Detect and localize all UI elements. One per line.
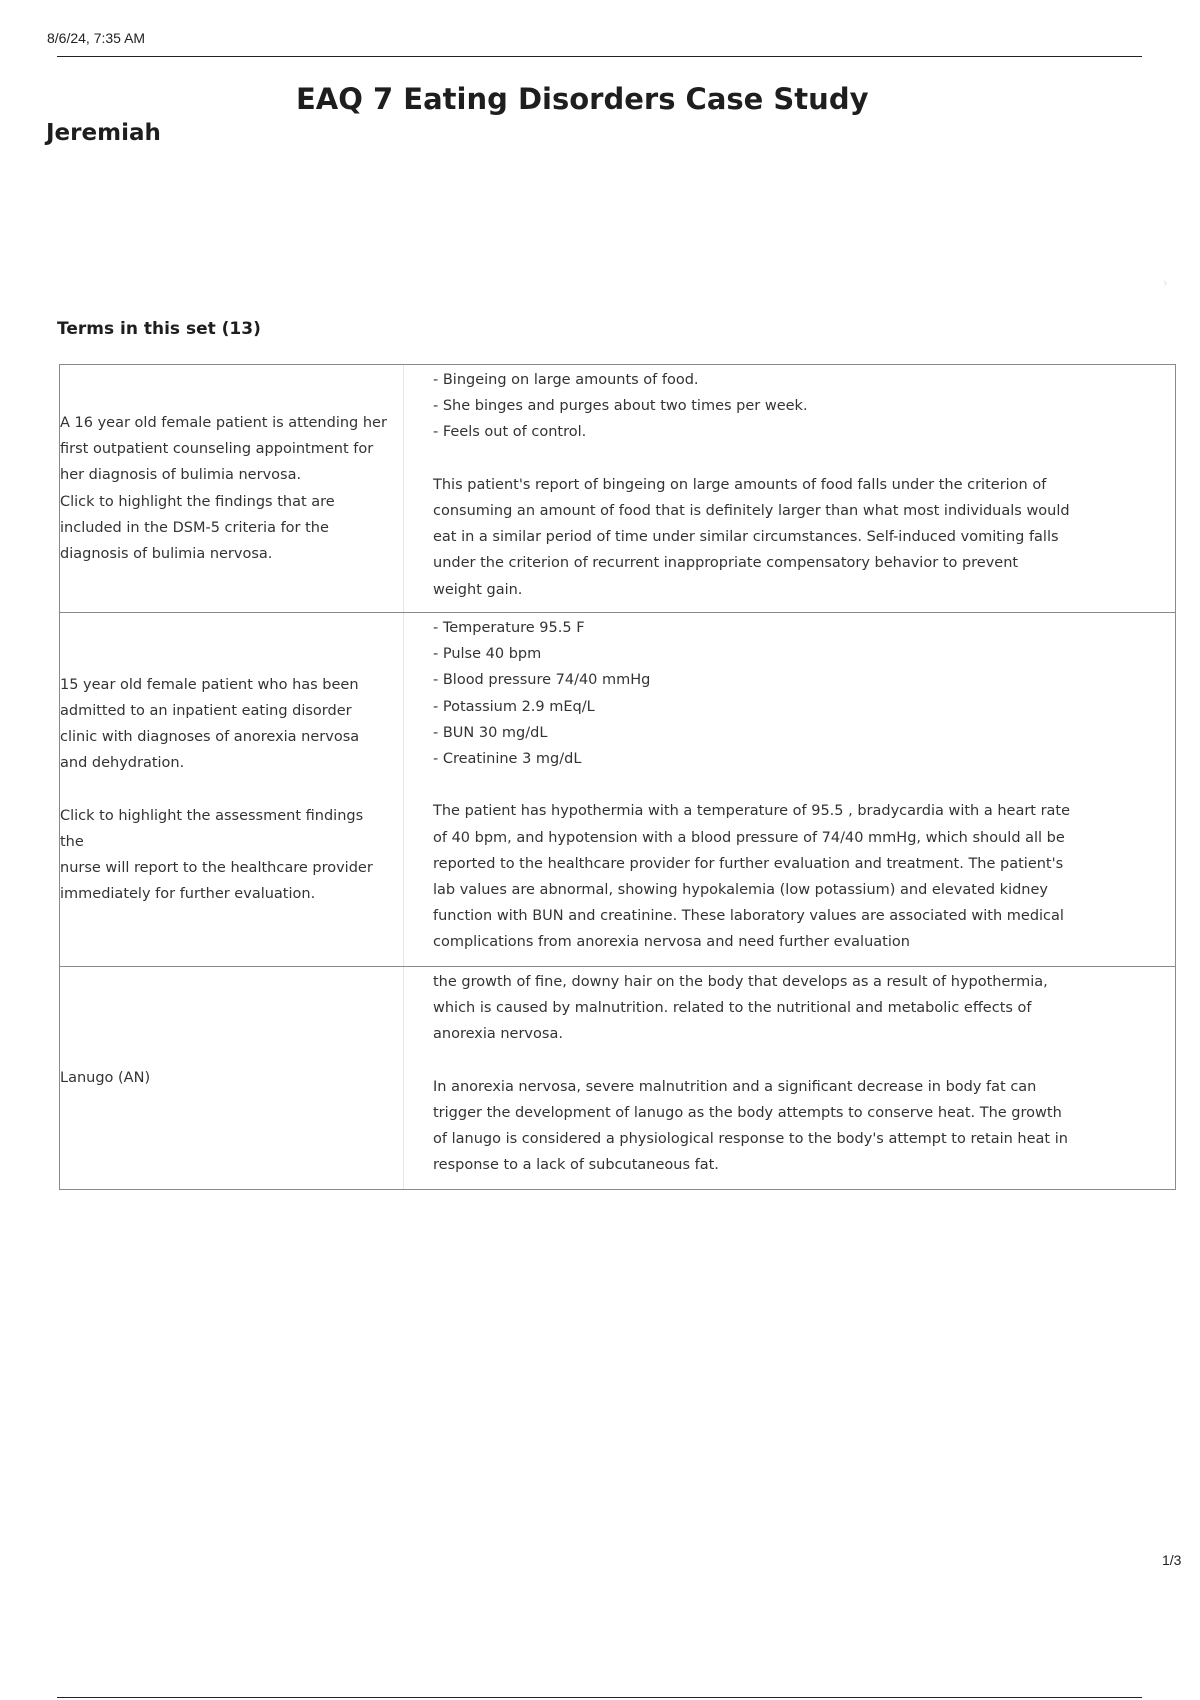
page-title: EAQ 7 Eating Disorders Case Study (296, 82, 869, 116)
term-row (60, 613, 1175, 967)
terms-count-heading: Terms in this set (13) (57, 319, 261, 339)
footer-divider (57, 1697, 1142, 1698)
chevron-right-icon: › (1163, 276, 1168, 290)
header-divider (57, 56, 1142, 57)
term-row (60, 365, 1175, 613)
term-text: Lanugo (AN) (60, 1069, 151, 1086)
term-text: A 16 year old female patient is attending her first outpatient counseling appointment for her diagnosis of bulimia nervosa. Click to highlight the findings that are included in the DSM-5 criteria for the diagnosis of bulimia nervosa. (60, 414, 387, 562)
term-row (60, 967, 1175, 1189)
page-number: 1/3 (1162, 1552, 1182, 1568)
definition-cell (404, 967, 1175, 1189)
term-cell (60, 967, 404, 1189)
author-name: Jeremiah (46, 120, 161, 146)
print-timestamp: 8/6/24, 7:35 AM (47, 30, 146, 46)
term-text: 15 year old female patient who has been admitted to an inpatient eating disorder clinic with diagnoses of anorexia nervosa and dehydration. Click to highlight the assessment findings the nurse will report to the healthcare provider immediately for further evaluation. (60, 676, 373, 903)
definition-cell (404, 365, 1175, 612)
definition-cell (404, 613, 1175, 966)
terms-table (59, 364, 1176, 1190)
definition-text: - Bingeing on large amounts of food. - She binges and purges about two times per week. - Feels out of control. This patient's report of bingeing on large amounts of food falls under the criterion of consuming an amount of food that is definitely larger than what most individuals would eat in a similar period of time under similar circumstances. Self-induced vomiting falls under the criterion of recurrent inappropriate compensatory behavior to prevent weight gain. (433, 372, 1070, 598)
definition-text: - Temperature 95.5 F - Pulse 40 bpm - Blood pressure 74/40 mmHg - Potassium 2.9 mEq/L - BUN 30 mg/dL - Creatinine 3 mg/dL The patient has hypothermia with a temperature of 95.5 , bradycardia with a heart rate of 40 bpm, and hypotension with a blood pressure of 74/40 mmHg, which should all be reported to the healthcare provider for further evaluation and treatment. The patient's lab values are abnormal, showing hypokalemia (low potassium) and elevated kidney function with BUN and creatinine. These laboratory values are associated with medical complications from anorexia nervosa and need further evaluation (433, 620, 1071, 951)
definition-text: the growth of fine, downy hair on the body that develops as a result of hypothermia, which is caused by malnutrition. related to the nutritional and metabolic effects of anorexia nervosa. In anorexia nervosa, severe malnutrition and a significant decrease in body fat can trigger the development of lanugo as the body attempts to conserve heat. The growth of lanugo is considered a physiological response to the body's attempt to retain heat in response to a lack of subcutaneous fat. (433, 974, 1068, 1174)
term-cell (60, 613, 404, 966)
term-cell (60, 365, 404, 612)
